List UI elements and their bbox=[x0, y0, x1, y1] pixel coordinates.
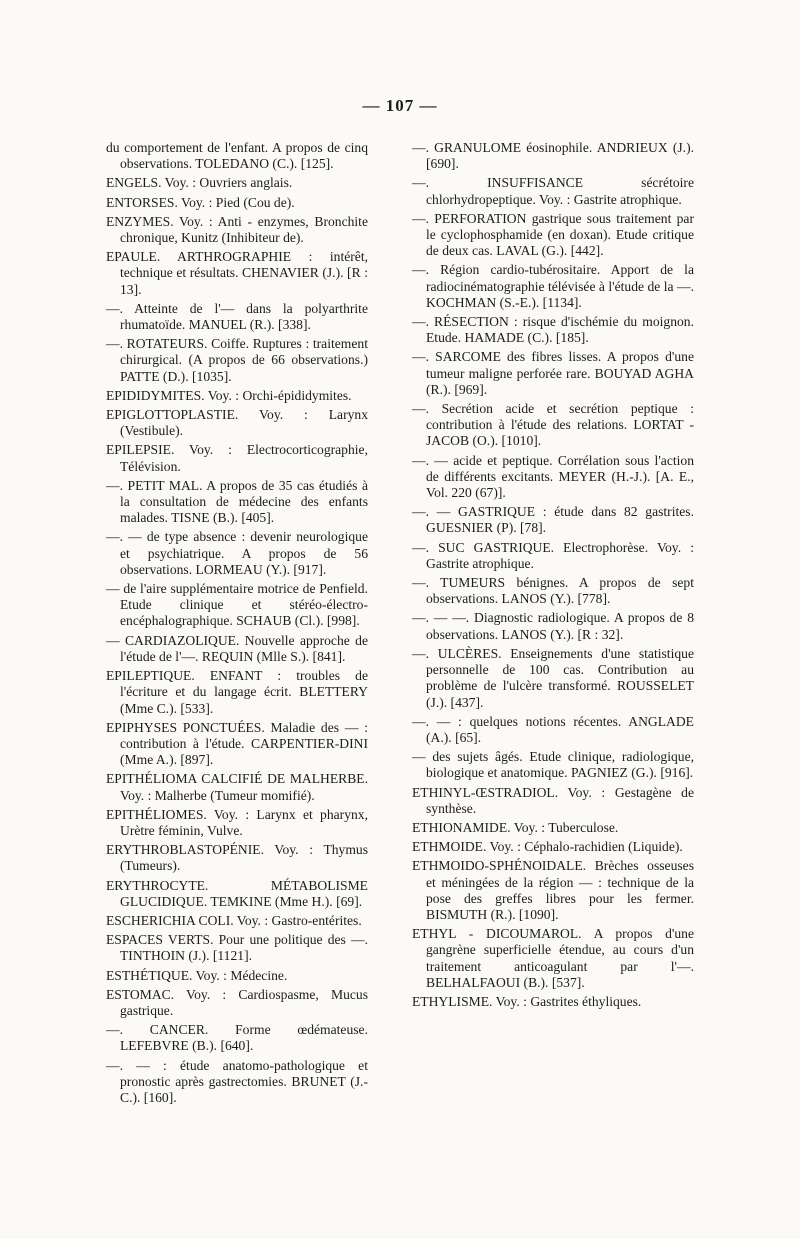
index-entry: —. — de type absence : devenir neurologique et psychiatrique. A propos de 56 observations. LORMEAU (Y.). [917]. bbox=[106, 529, 368, 577]
left-column bbox=[106, 140, 368, 1109]
index-entry: — CARDIAZOLIQUE. Nouvelle approche de l'étude de l'—. REQUIN (Mlle S.). [841]. bbox=[106, 632, 368, 664]
index-entry: du comportement de l'enfant. A propos de cinq observations. TOLEDANO (C.). [125]. bbox=[106, 140, 368, 172]
index-entry: ETHMOIDE. Voy. : Céphalo-rachidien (Liquide). bbox=[412, 839, 683, 855]
index-entry: EPITHÉLIOMA CALCIFIÉ DE MALHERBE. Voy. : Malherbe (Tumeur momifié). bbox=[106, 771, 368, 803]
index-entry: —. ROTATEURS. Coiffe. Ruptures : traitement chirurgical. (A propos de 66 observations.) PATTE (D.). [1035]. bbox=[106, 336, 368, 384]
index-entry: ETHIONAMIDE. Voy. : Tuberculose. bbox=[412, 819, 619, 835]
index-entry: —. PERFORATION gastrique sous traitement par le cyclophosphamide (en doxan). Etude critique de deux cas. LAVAL (G.). [442]. bbox=[412, 210, 694, 259]
index-entry: —. — GASTRIQUE : étude dans 82 gastrites. GUESNIER (P). [78]. bbox=[412, 504, 694, 536]
right-column bbox=[412, 140, 694, 1013]
index-entry: EPILEPSIE. Voy. : Electrocorticographie, Télévision. bbox=[106, 442, 368, 474]
index-entry: ESTHÉTIQUE. Voy. : Médecine. bbox=[106, 967, 288, 983]
index-entry: —. — acide et peptique. Corrélation sous l'action de différents excitants. MEYER (H.-J.). [A. E., Vol. 220 (67)]. bbox=[412, 452, 694, 501]
index-entry: ERYTHROCYTE. MÉTABOLISME GLUCIDIQUE. TEMKINE (Mme H.). [69]. bbox=[106, 877, 368, 909]
index-entry: —. — —. Diagnostic radiologique. A propos de 8 observations. LANOS (Y.). [R : 32]. bbox=[412, 610, 694, 642]
index-entry: —. Atteinte de l'— dans la polyarthrite rhumatoïde. MANUEL (R.). [338]. bbox=[106, 300, 368, 333]
index-entry: EPIPHYSES PONCTUÉES. Maladie des — : contribution à l'étude. CARPENTIER-DINI (Mme A.). [897]. bbox=[106, 719, 368, 768]
index-entry: ETHMOIDO-SPHÉNOIDALE. Brèches osseuses et méningées de la région — : technique de la pose des greffes libres pour les fermer. BISMUTH (R.). [1090]. bbox=[412, 858, 694, 922]
index-entry: —. CANCER. Forme œdémateuse. LEFEBVRE (B.). [640]. bbox=[106, 1022, 368, 1054]
index-entry: ENGELS. Voy. : Ouvriers anglais. bbox=[106, 175, 293, 191]
index-entry: EPITHÉLIOMES. Voy. : Larynx et pharynx, Urètre féminin, Vulve. bbox=[106, 806, 368, 838]
index-entry: ETHYL - DICOUMAROL. A propos d'une gangrène superficielle étendue, au cours d'un traitement anticoagulant par l'—. BELHALFAOUI (B.). [537]. bbox=[412, 926, 694, 990]
index-entry: ETHYLISME. Voy. : Gastrites éthyliques. bbox=[412, 993, 642, 1009]
index-entry: — de l'aire supplémentaire motrice de Penfield. Etude clinique et stéréo-électro-encéphalographique. SCHAUB (Cl.). [998]. bbox=[106, 581, 368, 629]
index-entry: —. PETIT MAL. A propos de 35 cas étudiés à la consultation de médecine des enfants malades. TISNE (B.). [405]. bbox=[106, 477, 368, 526]
index-entry: EPIDIDYMITES. Voy. : Orchi-épididymites. bbox=[106, 387, 352, 403]
index-entry: —. ULCÈRES. Enseignements d'une statistique personnelle de 100 cas. Contribution au problème de l'ulcère transformé. ROUSSELET (J.). [437]. bbox=[412, 645, 694, 710]
index-entry: —. RÉSECTION : risque d'ischémie du moignon. Etude. HAMADE (C.). [185]. bbox=[412, 314, 694, 346]
index-entry: —. TUMEURS bénignes. A propos de sept observations. LANOS (Y.). [778]. bbox=[412, 575, 694, 607]
index-entry: —. — : quelques notions récentes. ANGLADE (A.). [65]. bbox=[412, 713, 694, 745]
page-number: — 107 — bbox=[362, 96, 438, 115]
index-entry: ESTOMAC. Voy. : Cardiospasme, Mucus gastrique. bbox=[106, 986, 368, 1018]
index-entry: ETHINYL-ŒSTRADIOL. Voy. : Gestagène de synthèse. bbox=[412, 784, 694, 816]
index-entry: ENZYMES. Voy. : Anti - enzymes, Bronchite chronique, Kunitz (Inhibiteur de). bbox=[106, 213, 368, 246]
index-entry: —. SARCOME des fibres lisses. A propos d'une tumeur maligne perforée rare. BOUYAD AGHA (R.). [969]. bbox=[412, 349, 694, 397]
index-entry: —. Secrétion acide et secrétion peptique : contribution à l'étude des relations. LORTAT - JACOB (O.). [1010]. bbox=[412, 401, 694, 449]
index-entry: —. INSUFFISANCE sécrétoire chlorhydropeptique. Voy. : Gastrite atrophique. bbox=[412, 175, 694, 207]
index-entry: ENTORSES. Voy. : Pied (Cou de). bbox=[106, 194, 295, 210]
index-entry: ERYTHROBLASTOPÉNIE. Voy. : Thymus (Tumeurs). bbox=[106, 842, 368, 874]
index-entry: EPAULE. ARTHROGRAPHIE : intérêt, technique et résultats. CHENAVIER (J.). [R : 13]. bbox=[106, 249, 368, 297]
index-entry: —. SUC GASTRIQUE. Electrophorèse. Voy. : Gastrite atrophique. bbox=[412, 539, 694, 571]
index-entry: ESCHERICHIA COLI. Voy. : Gastro-entérites. bbox=[106, 912, 362, 928]
index-entry: —. Région cardio-tubérositaire. Apport de la radiocinématographie télévisée à l'étude de la —. KOCHMAN (S.-E.). [1134]. bbox=[412, 262, 694, 310]
index-entry: EPIGLOTTOPLASTIE. Voy. : Larynx (Vestibule). bbox=[106, 407, 368, 439]
index-entry: ESPACES VERTS. Pour une politique des —. TINTHOIN (J.). [1121]. bbox=[106, 932, 368, 964]
index-entry: — des sujets âgés. Etude clinique, radiologique, biologique et anatomique. PAGNIEZ (G.). [916]. bbox=[412, 749, 694, 781]
index-entry: EPILEPTIQUE. ENFANT : troubles de l'écriture et du langage écrit. BLETTERY (Mme C.). [533]. bbox=[106, 668, 368, 716]
index-entry: —. GRANULOME éosinophile. ANDRIEUX (J.). [690]. bbox=[412, 140, 694, 172]
index-entry: —. — : étude anatomo-pathologique et pronostic après gastrectomies. BRUNET (J.-C.). [160]. bbox=[106, 1057, 368, 1105]
